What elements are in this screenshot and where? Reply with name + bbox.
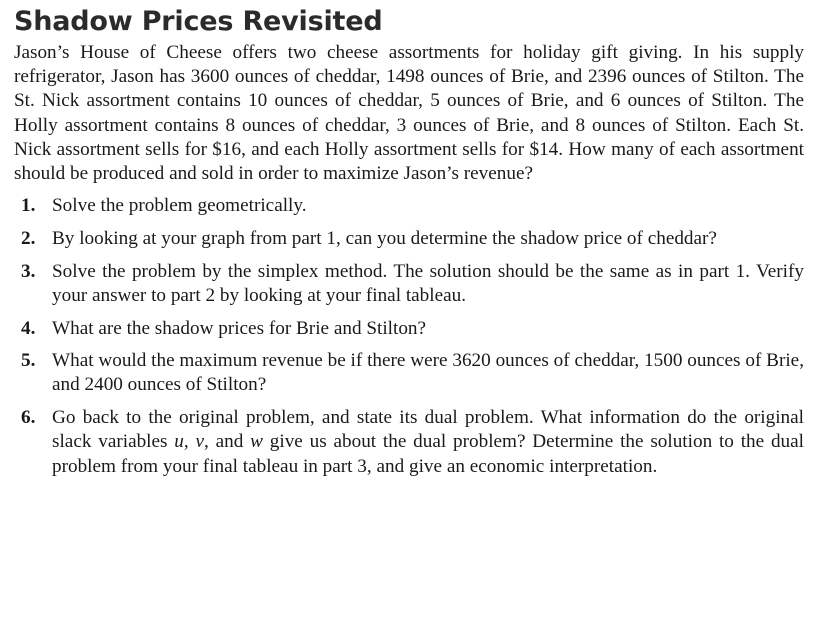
item-text: By looking at your graph from part 1, can you determine the shadow price of cheddar? (52, 227, 717, 249)
question-list (14, 194, 804, 479)
item-text: Go back to the original problem, and state its dual problem. What information do the original slack variables u, v, and w give us about the dual problem? Determine the solution to the dual problem from your final tableau in part 3, and give an economic interpretation. (52, 407, 804, 477)
list-item (14, 194, 804, 218)
list-item (14, 317, 804, 341)
page-title: Shadow Prices Revisited (14, 6, 383, 37)
list-item (14, 406, 804, 479)
item-number: 6. (21, 407, 36, 429)
item-text: Solve the problem by the simplex method. The solution should be the same as in part 1. Verify your answer to part 2 by looking at your final tableau. (52, 260, 804, 306)
problem-statement: Jason’s House of Cheese offers two cheese assortments for holiday gift giving. In his supply refrigerator, Jason has 3600 ounces of cheddar, 1498 ounces of Brie, and 2396 ounces of Stilton. The St. Nick assortment contains 10 ounces of cheddar, 5 ounces of Brie, and 6 ounces of Stilton. The Holly assortment contains 8 ounces of cheddar, 3 ounces of Brie, and 8 ounces of Stilton. Each St. Nick assortment sells for $16, and each Holly assortment sells for $14. How many of each assortment should be produced and sold in order to maximize Jason’s revenue? (14, 42, 804, 185)
item-text: What are the shadow prices for Brie and Stilton? (52, 317, 427, 339)
list-item (14, 349, 804, 397)
item-text: Solve the problem geometrically. (52, 195, 307, 217)
item-number: 4. (21, 317, 36, 339)
list-item (14, 227, 804, 251)
item-number: 1. (21, 195, 36, 217)
item-number: 2. (21, 227, 36, 249)
document-page (14, 0, 804, 487)
list-item (14, 260, 804, 308)
item-text: What would the maximum revenue be if there were 3620 ounces of cheddar, 1500 ounces of Brie, and 2400 ounces of Stilton? (52, 350, 804, 396)
item-number: 3. (21, 260, 36, 282)
item-number: 5. (21, 350, 36, 372)
